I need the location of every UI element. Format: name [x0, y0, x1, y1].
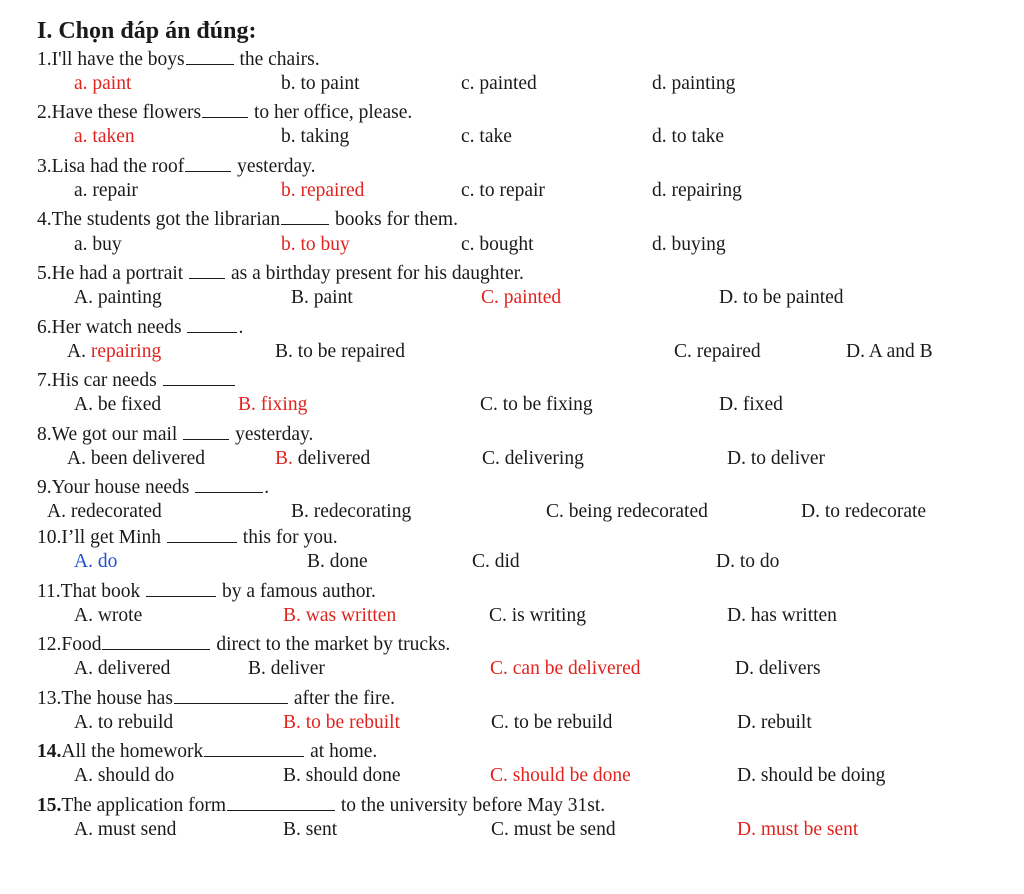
question-number: 4.	[37, 209, 52, 230]
question-number: 2.	[37, 102, 52, 123]
answer-blank	[186, 49, 234, 65]
option-c: c. to repair	[461, 180, 545, 201]
option-d: D. delivers	[735, 658, 821, 679]
question-text-after: to her office, please.	[249, 102, 413, 123]
option-c: C. delivering	[482, 448, 584, 469]
question-text-after: at home.	[305, 741, 378, 762]
question-text-after: as a birthday present for his daughter.	[226, 263, 524, 284]
question-number: 3.	[37, 156, 52, 177]
question-text-before: The house has	[61, 688, 173, 709]
question-text-before: He had a portrait	[51, 263, 189, 284]
answer-blank	[202, 102, 248, 118]
question-text-after: to the university before May 31st.	[335, 795, 606, 816]
answer-blank	[183, 424, 229, 440]
option-a: A. wrote	[74, 605, 143, 626]
question-number: 12.	[37, 634, 62, 655]
option-c: C. being redecorated	[546, 501, 708, 522]
option-b: B. fixing	[238, 394, 308, 415]
option-b	[275, 447, 370, 471]
option-a: A. be fixed	[74, 394, 162, 415]
question-10	[37, 526, 338, 550]
option-c: C. repaired	[674, 341, 761, 362]
option-a: A. must send	[74, 819, 177, 840]
option-d: D. to redecorate	[801, 501, 927, 522]
option-d: d. painting	[652, 73, 736, 94]
question-number: 7.	[37, 370, 52, 391]
option-a: a. taken	[74, 126, 135, 147]
question-3	[37, 155, 316, 179]
question-text-before: I'll have the boys	[51, 49, 185, 70]
question-15	[37, 794, 605, 818]
section-title: I. Chọn đáp án đúng:	[37, 18, 257, 44]
option-a: a. buy	[74, 234, 122, 255]
question-text-before: Lisa had the roof	[51, 156, 185, 177]
question-text-before: The application form	[61, 795, 226, 816]
option-c: c. painted	[461, 73, 537, 94]
question-text-before: The students got the librarian	[51, 209, 281, 230]
option-b: B. sent	[283, 819, 338, 840]
option-a: A. to rebuild	[74, 712, 174, 733]
option-a: a. repair	[74, 180, 138, 201]
option-b: B. done	[307, 551, 368, 572]
question-text-after: after the fire.	[288, 688, 396, 709]
question-number: 1.	[37, 49, 52, 70]
answer-blank	[146, 581, 216, 597]
answer-blank	[227, 795, 335, 811]
option-d: D. to deliver	[727, 448, 826, 469]
option-d: D. A and B	[846, 341, 933, 362]
answer-blank	[102, 634, 210, 650]
option-b: b. taking	[281, 126, 350, 147]
option-c: C. is writing	[489, 605, 586, 626]
question-2	[37, 101, 412, 125]
option-d: d. buying	[652, 234, 726, 255]
question-text-after: .	[238, 317, 244, 338]
question-text-before: Have these flowers	[51, 102, 202, 123]
option-d: D. should be doing	[737, 765, 886, 786]
question-number: 13.	[37, 688, 62, 709]
option-b: B. to be rebuilt	[283, 712, 400, 733]
question-11	[37, 580, 376, 604]
question-text-after: direct to the market by trucks.	[211, 634, 451, 655]
question-number: 10.	[37, 527, 62, 548]
option-d: D. to be painted	[719, 287, 844, 308]
option-b: B. redecorating	[291, 501, 412, 522]
option-d: D. has written	[727, 605, 837, 626]
question-text-after: books for them.	[330, 209, 458, 230]
option-c: C. should be done	[490, 765, 631, 786]
option-b: b. repaired	[281, 180, 365, 201]
option-a	[67, 340, 161, 364]
option-c: C. can be delivered	[490, 658, 641, 679]
option-a: A. been delivered	[67, 448, 206, 469]
option-a: A. should do	[74, 765, 175, 786]
question-4	[37, 208, 458, 232]
answer-blank	[185, 156, 231, 172]
option-d: D. to do	[716, 551, 780, 572]
option-a: A. do	[74, 551, 118, 572]
option-b: b. to paint	[281, 73, 360, 94]
option-text: repairing	[90, 341, 162, 362]
option-c: C. to be rebuild	[491, 712, 613, 733]
question-text-before: I’ll get Minh	[61, 527, 166, 548]
option-letter: A.	[67, 341, 91, 362]
option-b: B. was written	[283, 605, 397, 626]
question-number: 11.	[37, 581, 61, 602]
question-14	[37, 740, 377, 764]
question-7	[37, 369, 236, 393]
option-d: D. must be sent	[737, 819, 859, 840]
question-5	[37, 262, 524, 286]
question-text-before: Her watch needs	[51, 317, 187, 338]
question-number: 9.	[37, 477, 52, 498]
option-a: A. painting	[74, 287, 162, 308]
option-b: B. to be repaired	[275, 341, 405, 362]
question-number: 14.	[37, 741, 62, 762]
option-d: d. to take	[652, 126, 725, 147]
question-text-after: yesterday.	[232, 156, 316, 177]
question-1	[37, 48, 320, 72]
option-a: a. paint	[74, 73, 132, 94]
option-letter: B.	[275, 448, 293, 469]
question-text-after: the chairs.	[234, 49, 320, 70]
answer-blank	[174, 688, 288, 704]
option-a: A. redecorated	[47, 501, 162, 522]
option-d: D. rebuilt	[737, 712, 812, 733]
option-c: C. painted	[481, 287, 562, 308]
option-c: C. did	[472, 551, 520, 572]
question-text-before: All the homework	[61, 741, 204, 762]
question-8	[37, 423, 313, 447]
question-9	[37, 476, 269, 500]
question-number: 6.	[37, 317, 52, 338]
answer-blank	[281, 209, 329, 225]
option-text: delivered	[292, 448, 371, 469]
question-text-after: yesterday.	[230, 424, 314, 445]
question-text-after: .	[264, 477, 270, 498]
question-number: 15.	[37, 795, 62, 816]
question-text-before: Your house needs	[51, 477, 195, 498]
question-text-before: That book	[60, 581, 146, 602]
question-6	[37, 316, 243, 340]
option-c: c. bought	[461, 234, 534, 255]
option-b: B. deliver	[248, 658, 325, 679]
answer-blank	[189, 263, 225, 279]
option-d: D. fixed	[719, 394, 783, 415]
option-b: b. to buy	[281, 234, 350, 255]
answer-blank	[167, 527, 237, 543]
option-c: C. must be send	[491, 819, 616, 840]
question-number: 8.	[37, 424, 52, 445]
option-b: B. paint	[291, 287, 353, 308]
answer-blank	[195, 477, 263, 493]
question-text-before: Food	[61, 634, 102, 655]
answer-blank	[187, 317, 237, 333]
question-text-after: this for you.	[237, 527, 338, 548]
question-text-before: His car needs	[51, 370, 162, 391]
question-text-before: We got our mail	[51, 424, 183, 445]
option-b: B. should done	[283, 765, 401, 786]
option-c: C. to be fixing	[480, 394, 593, 415]
option-c: c. take	[461, 126, 512, 147]
option-d: d. repairing	[652, 180, 742, 201]
question-text-after: by a famous author.	[217, 581, 376, 602]
question-12	[37, 633, 450, 657]
question-number: 5.	[37, 263, 52, 284]
answer-blank	[204, 741, 304, 757]
answer-blank	[163, 370, 235, 386]
question-13	[37, 687, 395, 711]
option-a: A. delivered	[74, 658, 171, 679]
